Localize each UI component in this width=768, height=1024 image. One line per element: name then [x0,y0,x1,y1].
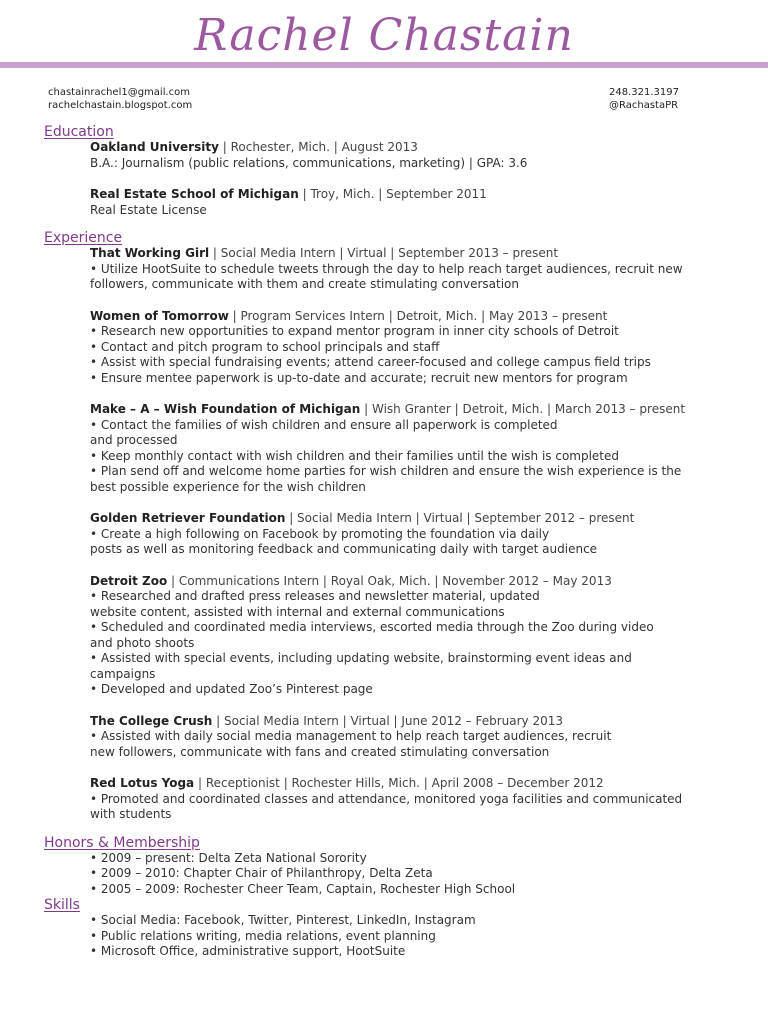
entry-line: followers, communicate with them and create stimulating conversation [90,277,519,291]
entry-line: with students [90,807,172,821]
entry-org: That Working Girl [90,246,210,260]
entry-org: Make – A – Wish Foundation of Michigan [90,402,361,416]
entry-meta: | Social Media Intern | Virtual | September 2013 – present [209,246,559,260]
twitter-handle: @RachastaPR [609,100,679,111]
section-title-experience: Experience [44,230,123,246]
list-item: • 2009 – 2010: Chapter Chair of Philanthropy, Delta Zeta [90,866,433,880]
contact-right [609,86,679,112]
entry-line: • Create a high following on Facebook by promoting the foundation via daily [90,526,550,541]
email[interactable]: chastainrachel1@gmail.com [48,87,191,98]
entry-line: • Ensure mentee paperwork is up-to-date and accurate; recruit new mentors for program [90,370,628,385]
entry-meta: | Rochester, Mich. | August 2013 [218,140,418,154]
list-item: • Public relations writing, media relations, event planning [90,928,436,943]
education-entry [90,187,730,218]
experience-entry [90,511,730,558]
entry-line: • Developed and updated Zoo’s Pinterest page [90,682,373,696]
contact-left [48,86,192,112]
section-title-education: Education [44,124,114,140]
list-item: • 2009 – present: Delta Zeta National Sorority [90,850,367,865]
experience-entry [90,309,730,387]
entry-line: website content, assisted with internal and external communications [90,604,505,619]
header-rule [0,62,768,68]
entry-org: Detroit Zoo [90,573,168,588]
experience-entry [90,714,730,761]
entry-meta: | Communications Intern | Royal Oak, Mich. | November 2012 – May 2013 [167,573,612,588]
entry-org: Golden Retriever Foundation [90,511,286,525]
entry-line: • Research new opportunities to expand mentor program in inner city schools of Detroit [90,324,619,338]
entry-line: best possible experience for the wish children [90,479,366,494]
entry-line: • Contact the families of wish children and ensure all paperwork is completed [90,417,558,432]
entry-meta: | Social Media Intern | Virtual | June 2012 – February 2013 [212,713,564,728]
entry-meta: | Troy, Mich. | September 2011 [298,187,487,201]
entry-line: • Assist with special fundraising events; attend career-focused and college campus field trips [90,355,651,369]
entry-meta: | Wish Granter | Detroit, Mich. | March 2013 – present [360,402,686,416]
list-item: • Microsoft Office, administrative support, HootSuite [90,944,406,958]
entry-org: Oakland University [90,140,219,154]
resume-body [0,124,768,960]
entry-line: • Researched and drafted press releases and newsletter material, updated [90,589,540,603]
entry-line: new followers, communicate with fans and created stimulating conversation [90,744,550,759]
entry-line: • Scheduled and coordinated media interviews, escorted media through the Zoo during video [90,620,654,634]
entry-line: • Assisted with special events, including updating website, brainstorming event ideas and [90,651,632,665]
entry-line: • Promoted and coordinated classes and attendance, monitored yoga facilities and communicated [90,791,683,806]
entry-line: B.A.: Journalism (public relations, communications, marketing) | GPA: 3.6 [90,155,528,170]
honors-list [90,851,730,898]
entry-line: and processed [90,433,178,447]
entry-org: Women of Tomorrow [90,308,229,323]
entry-line: • Plan send off and welcome home parties for wish children and ensure the wish experience is the [90,464,682,478]
entry-org: Real Estate School of Michigan [90,187,299,201]
skills-list [90,913,730,960]
entry-org: Red Lotus Yoga [90,776,195,790]
experience-entry [90,574,730,698]
experience-entry [90,246,730,293]
entry-line: • Keep monthly contact with wish children and their families until the wish is completed [90,448,620,463]
entry-line: campaigns [90,666,156,681]
education-entry [90,140,730,171]
list-item: • 2005 – 2009: Rochester Cheer Team, Captain, Rochester High School [90,881,516,896]
entry-line: • Utilize HootSuite to schedule tweets through the day to help reach target audiences, recruit new [90,261,683,276]
experience-entry [90,776,730,823]
entry-meta: | Receptionist | Rochester Hills, Mich. | April 2008 – December 2012 [194,776,604,790]
entry-line: and photo shoots [90,635,195,650]
list-item: • Social Media: Facebook, Twitter, Pinterest, LinkedIn, Instagram [90,913,476,927]
entry-meta: | Program Services Intern | Detroit, Mich. | May 2013 – present [228,308,608,323]
blog-url[interactable]: rachelchastain.blogspot.com [48,100,193,111]
experience-entry [90,402,730,495]
resume-name: Rachel Chastain [194,10,574,61]
entry-line: posts as well as monitoring feedback and communicating daily with target audience [90,542,598,556]
entry-org: The College Crush [90,713,213,728]
entry-line: • Assisted with daily social media management to help reach target audiences, recruit [90,729,612,743]
entry-meta: | Social Media Intern | Virtual | September 2012 – present [285,511,635,525]
phone: 248.321.3197 [609,87,679,98]
entry-line: Real Estate License [90,202,207,217]
section-title-skills: Skills [44,897,80,913]
section-title-honors: Honors & Membership [44,834,200,851]
entry-line: • Contact and pitch program to school principals and staff [90,339,440,354]
